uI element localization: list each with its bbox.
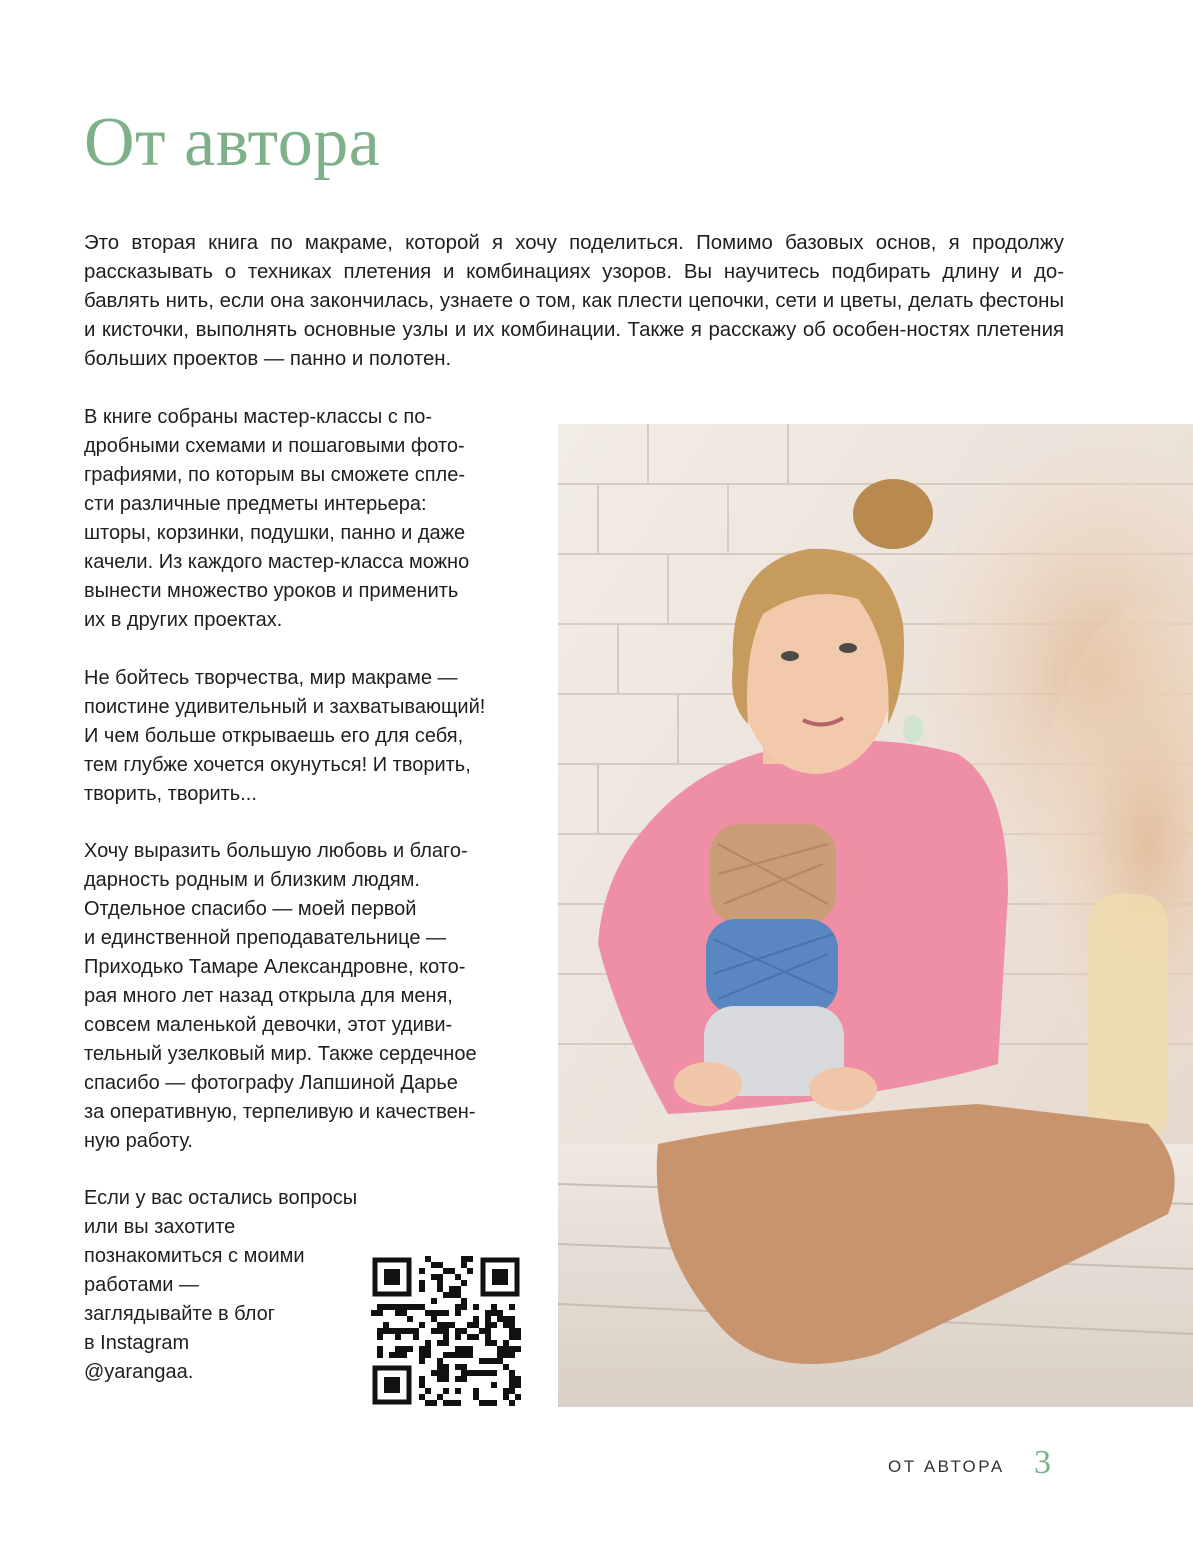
qr-code-graphic <box>371 1256 521 1406</box>
qr-module <box>395 1346 401 1352</box>
qr-module <box>443 1376 449 1382</box>
qr-module <box>401 1346 407 1352</box>
qr-module <box>455 1376 461 1382</box>
qr-module <box>437 1280 443 1286</box>
qr-module <box>479 1400 485 1406</box>
qr-module <box>449 1286 455 1292</box>
qr-module <box>509 1322 515 1328</box>
qr-module <box>437 1262 443 1268</box>
qr-module <box>515 1376 521 1382</box>
qr-module <box>455 1400 461 1406</box>
qr-module <box>425 1352 431 1358</box>
qr-module <box>515 1346 521 1352</box>
qr-module <box>503 1322 509 1328</box>
qr-module <box>461 1280 467 1286</box>
qr-module <box>437 1328 443 1334</box>
qr-module <box>461 1352 467 1358</box>
qr-module <box>479 1370 485 1376</box>
vase <box>1088 894 1168 1144</box>
qr-module <box>377 1346 383 1352</box>
qr-module <box>515 1328 521 1334</box>
qr-module <box>449 1400 455 1406</box>
qr-module <box>431 1400 437 1406</box>
qr-module <box>461 1346 467 1352</box>
qr-module <box>473 1334 479 1340</box>
qr-module <box>449 1352 455 1358</box>
qr-module <box>461 1304 467 1310</box>
qr-module <box>443 1364 449 1370</box>
qr-module <box>473 1370 479 1376</box>
qr-module <box>497 1316 503 1322</box>
qr-module <box>437 1370 443 1376</box>
qr-module <box>461 1256 467 1262</box>
earring <box>903 715 923 743</box>
qr-module <box>509 1304 515 1310</box>
qr-module <box>377 1328 383 1334</box>
qr-module <box>509 1388 515 1394</box>
qr-module <box>479 1328 485 1334</box>
qr-module <box>407 1328 413 1334</box>
qr-module <box>515 1334 521 1340</box>
qr-module <box>401 1328 407 1334</box>
qr-module <box>377 1334 383 1340</box>
qr-module <box>491 1310 497 1316</box>
paragraph-creativity <box>84 664 534 809</box>
left-hand <box>674 1062 742 1106</box>
qr-module <box>395 1328 401 1334</box>
qr-module <box>485 1340 491 1346</box>
qr-module <box>473 1388 479 1394</box>
qr-module <box>443 1370 449 1376</box>
qr-module <box>431 1316 437 1322</box>
qr-module <box>419 1382 425 1388</box>
eye <box>839 643 857 653</box>
qr-module <box>383 1304 389 1310</box>
qr-module <box>485 1358 491 1364</box>
qr-module <box>503 1316 509 1322</box>
qr-module <box>419 1280 425 1286</box>
qr-module <box>509 1376 515 1382</box>
text-line: в Instagram <box>84 1332 190 1354</box>
qr-module <box>497 1352 503 1358</box>
instagram-handle: @yarangaa. <box>84 1361 194 1383</box>
qr-module <box>431 1298 437 1304</box>
qr-module <box>491 1400 497 1406</box>
qr-module <box>443 1268 449 1274</box>
qr-module <box>455 1274 461 1280</box>
qr-module <box>425 1346 431 1352</box>
author-photo <box>558 424 1193 1407</box>
right-hand <box>809 1067 877 1111</box>
text-line: творить, творить... <box>84 783 257 805</box>
qr-module <box>437 1286 443 1292</box>
qr-module <box>395 1304 401 1310</box>
qr-module <box>503 1340 509 1346</box>
text-line: за оперативную, терпеливую и качествен- <box>84 1101 476 1123</box>
qr-module <box>503 1388 509 1394</box>
qr-module <box>509 1382 515 1388</box>
qr-module <box>425 1388 431 1394</box>
qr-module <box>455 1292 461 1298</box>
qr-module <box>377 1304 383 1310</box>
text-line: Если у вас остались вопросы <box>84 1187 358 1209</box>
hair-bun <box>853 479 933 549</box>
qr-module <box>425 1310 431 1316</box>
qr-module <box>509 1400 515 1406</box>
qr-module <box>425 1256 431 1262</box>
qr-module <box>461 1328 467 1334</box>
qr-finder-top-left-center <box>384 1269 400 1285</box>
qr-module <box>461 1298 467 1304</box>
qr-module <box>485 1328 491 1334</box>
qr-module <box>491 1322 497 1328</box>
qr-module <box>461 1262 467 1268</box>
text-line: совсем маленькой девочки, этот удиви- <box>84 1014 453 1036</box>
qr-module <box>509 1346 515 1352</box>
qr-module <box>437 1376 443 1382</box>
qr-module <box>419 1286 425 1292</box>
qr-module <box>431 1310 437 1316</box>
text-line: Хочу выразить большую любовь и благо- <box>84 840 468 862</box>
qr-module <box>509 1370 515 1376</box>
qr-module <box>443 1340 449 1346</box>
qr-module <box>455 1286 461 1292</box>
qr-module <box>515 1394 521 1400</box>
qr-module <box>413 1328 419 1334</box>
qr-module <box>419 1394 425 1400</box>
qr-module <box>455 1334 461 1340</box>
qr-module <box>473 1322 479 1328</box>
intro-paragraph: Это вторая книга по макраме, которой я хочу поделиться. Помимо базовых основ, я продолжу рассказывать о техниках плетения и комбинациях узоров. Вы научитесь подбирать длину и до-бавлять нить, если она закончилась, узнаете о том, как плести цепочки, сети и цветы, делать фестоны и кисточки, выполнять основные узлы и их комбинации. Также я расскажу об особен-ностях плетения больших проектов — панно и полотен. <box>84 232 1064 370</box>
qr-module <box>425 1340 431 1346</box>
qr-module <box>413 1304 419 1310</box>
qr-module <box>419 1322 425 1328</box>
qr-module <box>461 1364 467 1370</box>
qr-module <box>407 1316 413 1322</box>
author-photo-illustration <box>558 424 1193 1407</box>
qr-module <box>455 1328 461 1334</box>
qr-module <box>503 1346 509 1352</box>
qr-module <box>419 1352 425 1358</box>
qr-module <box>515 1382 521 1388</box>
qr-module <box>431 1370 437 1376</box>
qr-module <box>467 1352 473 1358</box>
qr-module <box>407 1304 413 1310</box>
qr-module <box>485 1400 491 1406</box>
qr-module <box>449 1292 455 1298</box>
qr-module <box>407 1346 413 1352</box>
qr-module <box>431 1274 437 1280</box>
qr-module <box>443 1310 449 1316</box>
qr-module <box>467 1334 473 1340</box>
qr-module <box>497 1310 503 1316</box>
text-line: ную работу. <box>84 1130 193 1152</box>
qr-module <box>371 1310 377 1316</box>
qr-module <box>467 1346 473 1352</box>
qr-module <box>401 1352 407 1358</box>
qr-module <box>437 1310 443 1316</box>
text-line: заглядывайте в блог <box>84 1303 276 1325</box>
qr-module <box>449 1322 455 1328</box>
text-line: работами — <box>84 1274 199 1296</box>
text-line: или вы захотите <box>84 1216 236 1238</box>
text-line: дарность родным и близким людям. <box>84 869 420 891</box>
qr-module <box>509 1352 515 1358</box>
qr-module <box>467 1370 473 1376</box>
text-line: вынести множество уроков и применить <box>84 580 459 602</box>
qr-module <box>455 1310 461 1316</box>
qr-module <box>491 1382 497 1388</box>
qr-module <box>383 1328 389 1334</box>
qr-module <box>461 1370 467 1376</box>
qr-module <box>389 1304 395 1310</box>
text-line: графиями, по которым вы сможете спле- <box>84 464 466 486</box>
qr-module <box>491 1304 497 1310</box>
text-line: шторы, корзинки, подушки, панно и даже <box>84 522 466 544</box>
qr-module <box>485 1370 491 1376</box>
text-line: познакомиться с моими <box>84 1245 305 1267</box>
text-line: спасибо — фотографу Лапшиной Дарье <box>84 1072 458 1094</box>
qr-module <box>401 1304 407 1310</box>
text-line: Отдельное спасибо — моей первой <box>84 898 417 920</box>
paragraph-gratitude <box>84 837 534 1156</box>
qr-module <box>419 1304 425 1310</box>
qr-module <box>485 1322 491 1328</box>
text-line: их в других проектах. <box>84 609 283 631</box>
qr-module <box>437 1394 443 1400</box>
qr-module <box>491 1370 497 1376</box>
qr-module <box>389 1328 395 1334</box>
text-line: поистине удивительный и захватывающий! <box>84 696 486 718</box>
qr-module <box>377 1352 383 1358</box>
text-line: тем глубже хочется окунуться! И творить, <box>84 754 471 776</box>
qr-module <box>491 1340 497 1346</box>
qr-module <box>437 1364 443 1370</box>
qr-module <box>383 1322 389 1328</box>
qr-module <box>437 1358 443 1364</box>
text-line: рая много лет назад открыла для меня, <box>84 985 453 1007</box>
qr-module <box>473 1316 479 1322</box>
qr-module <box>419 1358 425 1364</box>
qr-module <box>455 1388 461 1394</box>
qr-module <box>389 1352 395 1358</box>
page-number: 3 <box>1034 1444 1051 1481</box>
qr-module <box>473 1304 479 1310</box>
qr-code-icon[interactable] <box>371 1256 521 1406</box>
qr-module <box>491 1358 497 1364</box>
qr-module <box>485 1316 491 1322</box>
qr-module <box>503 1352 509 1358</box>
qr-module <box>461 1376 467 1382</box>
qr-module <box>419 1346 425 1352</box>
qr-module <box>395 1334 401 1340</box>
text-line: Приходько Тамаре Александровне, кото- <box>84 956 466 978</box>
qr-module <box>497 1346 503 1352</box>
qr-module <box>419 1376 425 1382</box>
text-line: И чем больше открываешь его для себя, <box>84 725 464 747</box>
text-line: Не бойтесь творчества, мир макраме — <box>84 667 458 689</box>
qr-module <box>485 1334 491 1340</box>
qr-module <box>473 1394 479 1400</box>
qr-module <box>437 1322 443 1328</box>
qr-module <box>437 1340 443 1346</box>
text-line: дробными схемами и пошаговыми фото- <box>84 435 465 457</box>
qr-module <box>413 1334 419 1340</box>
qr-module <box>503 1394 509 1400</box>
qr-module <box>455 1352 461 1358</box>
qr-module <box>449 1268 455 1274</box>
qr-module <box>419 1268 425 1274</box>
qr-module <box>395 1352 401 1358</box>
qr-finder-bottom-left-center <box>384 1377 400 1393</box>
qr-module <box>443 1328 449 1334</box>
text-line: и единственной преподавательнице — <box>84 927 447 949</box>
paragraph-master-classes <box>84 403 534 635</box>
qr-module <box>467 1268 473 1274</box>
qr-module <box>467 1322 473 1328</box>
text-line: В книге собраны мастер-классы с по- <box>84 406 433 428</box>
qr-module <box>455 1364 461 1370</box>
qr-module <box>509 1316 515 1322</box>
qr-module <box>443 1334 449 1340</box>
qr-module <box>485 1310 491 1316</box>
eye <box>781 651 799 661</box>
qr-module <box>437 1274 443 1280</box>
qr-module <box>503 1364 509 1370</box>
qr-module <box>509 1328 515 1334</box>
page-title: От автора <box>84 104 381 181</box>
qr-module <box>401 1310 407 1316</box>
qr-module <box>497 1358 503 1364</box>
qr-module <box>455 1304 461 1310</box>
qr-module <box>443 1352 449 1358</box>
qr-module <box>443 1322 449 1328</box>
qr-module <box>467 1256 473 1262</box>
footer-section-label: ОТ АВТОРА <box>888 1457 1005 1476</box>
qr-finder-top-right-center <box>492 1269 508 1285</box>
text-line: тельный узелковый мир. Также сердечное <box>84 1043 477 1065</box>
qr-module <box>431 1262 437 1268</box>
qr-module <box>455 1346 461 1352</box>
qr-module <box>443 1400 449 1406</box>
text-line: сти различные предметы интерьера: <box>84 493 427 515</box>
qr-module <box>377 1310 383 1316</box>
qr-module <box>509 1334 515 1340</box>
qr-module <box>443 1388 449 1394</box>
qr-module <box>431 1328 437 1334</box>
qr-module <box>395 1310 401 1316</box>
qr-module <box>479 1358 485 1364</box>
text-line: качели. Из каждого мастер-класса можно <box>84 551 470 573</box>
qr-module <box>443 1292 449 1298</box>
qr-module <box>425 1400 431 1406</box>
